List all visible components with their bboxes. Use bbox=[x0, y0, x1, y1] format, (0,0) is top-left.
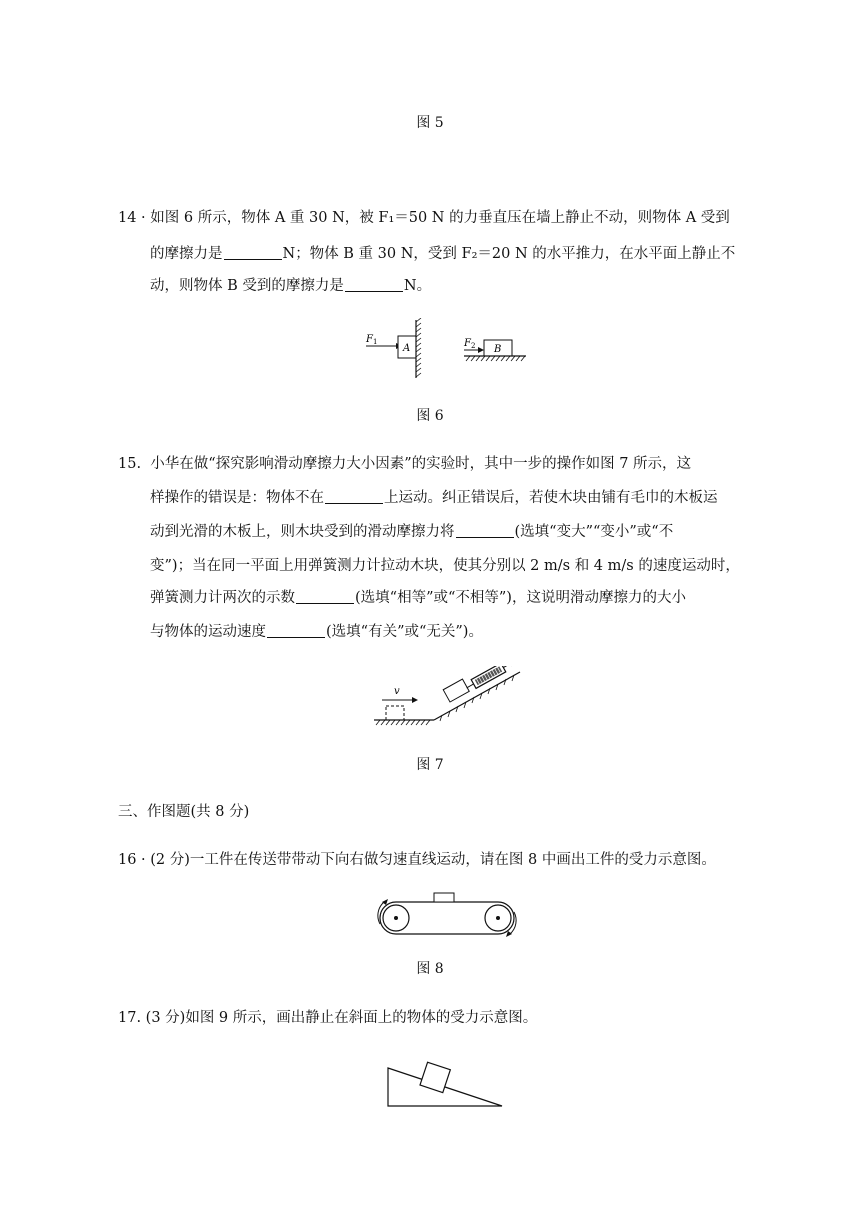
question-14-text-1b: 如图 6 所示，物体 A 重 30 N，被 F₁＝50 N 的力垂直压在墙上静止不动，则物体 A 受到 bbox=[150, 210, 730, 226]
question-14-number: 14 bbox=[118, 210, 137, 226]
question-14-text-1: · bbox=[136, 210, 151, 226]
section-3-title: 三、作图题(共 8 分) bbox=[118, 804, 250, 820]
figure-9-incline bbox=[384, 1048, 506, 1110]
question-15-text-2a: 样操作的错误是：物体不在 bbox=[150, 490, 324, 506]
question-14-line-3 bbox=[150, 276, 431, 296]
force-f1-subscript: 1 bbox=[373, 338, 378, 346]
question-14-text-3a: 动，则物体 B 受到的摩擦力是 bbox=[150, 278, 344, 294]
question-15-number: 15. bbox=[118, 456, 142, 472]
question-15-text-5b: (选填“相等”或“不相等”)，这说明滑动摩擦力的大小 bbox=[355, 590, 686, 606]
block-on-incline bbox=[443, 679, 469, 702]
question-15-text-6a: 与物体的运动速度 bbox=[150, 624, 266, 640]
question-15-text-6b: (选填“有关”或“无关”)。 bbox=[326, 624, 483, 640]
question-15-line-1 bbox=[118, 454, 691, 474]
velocity-arrowhead bbox=[412, 697, 418, 703]
question-15-text-2b: 上运动。纠正错误后，若使木块由铺有毛巾的木板运 bbox=[384, 490, 718, 506]
question-15-text-5a: 弹簧测力计两次的示数 bbox=[150, 590, 295, 606]
answer-blank-15-4[interactable] bbox=[267, 623, 325, 638]
answer-blank-15-2[interactable] bbox=[456, 523, 514, 538]
figure-5-caption: 图 5 bbox=[416, 115, 444, 131]
answer-blank-15-1[interactable] bbox=[325, 489, 383, 504]
figure-6-caption: 图 6 bbox=[416, 408, 444, 424]
question-16-text: 16 · (2 分)一工件在传送带带动下向右做匀速直线运动，请在图 8 中画出工件的受力示意图。 bbox=[118, 852, 716, 868]
figure-8-conveyor bbox=[376, 890, 522, 940]
block-b-label: B bbox=[494, 344, 502, 355]
question-15-text-3b: (选填“变大”“变小”或“不 bbox=[514, 524, 674, 540]
wall-hatching bbox=[416, 318, 421, 377]
question-15-line-4: 变”)；当在同一平面上用弹簧测力计拉动木块，使其分别以 2 m/s 和 4 m/s 的速度运动时， bbox=[150, 558, 740, 574]
question-14-line-2 bbox=[150, 244, 735, 264]
question-14-text-3b: N。 bbox=[403, 278, 432, 294]
question-17-text: 17. (3 分)如图 9 所示，画出静止在斜面上的物体的受力示意图。 bbox=[118, 1010, 538, 1026]
figure-8-caption: 图 8 bbox=[416, 961, 444, 977]
workpiece bbox=[434, 893, 454, 902]
figure-7-caption: 图 7 bbox=[416, 757, 444, 773]
question-14-text-2a: 的摩擦力是 bbox=[150, 246, 223, 262]
velocity-label: v bbox=[394, 686, 400, 697]
question-15-text-1: 小华在做“探究影响滑动摩擦力大小因素”的实验时，其中一步的操作如图 7 所示，这 bbox=[150, 456, 692, 472]
question-15-line-3 bbox=[150, 522, 673, 542]
block-a-label: A bbox=[403, 343, 411, 354]
question-15-line-5 bbox=[150, 588, 686, 608]
ground-7-hatching bbox=[376, 720, 430, 725]
question-14-line-1 bbox=[118, 208, 730, 228]
answer-blank-14-2[interactable] bbox=[345, 277, 403, 292]
force-f2-arrowhead bbox=[478, 347, 484, 353]
answer-blank-15-3[interactable] bbox=[296, 589, 354, 604]
force-f1-label: F bbox=[366, 334, 373, 345]
answer-blank-14-1[interactable] bbox=[224, 245, 282, 260]
force-f2-subscript: 2 bbox=[471, 342, 476, 350]
figure-6-diagram bbox=[360, 318, 530, 380]
dashed-block bbox=[386, 706, 404, 720]
ground-hatching bbox=[466, 356, 525, 361]
question-15-text-3a: 动到光滑的木板上，则木块受到的滑动摩擦力将 bbox=[150, 524, 455, 540]
question-15-line-6 bbox=[150, 622, 483, 642]
question-15-line-2 bbox=[150, 488, 718, 508]
force-f2-label: F bbox=[464, 338, 471, 349]
figure-7-diagram bbox=[370, 666, 530, 730]
question-14-text-2b: N；物体 B 重 30 N，受到 F₂＝20 N 的水平推力，在水平面上静止不 bbox=[282, 246, 736, 262]
